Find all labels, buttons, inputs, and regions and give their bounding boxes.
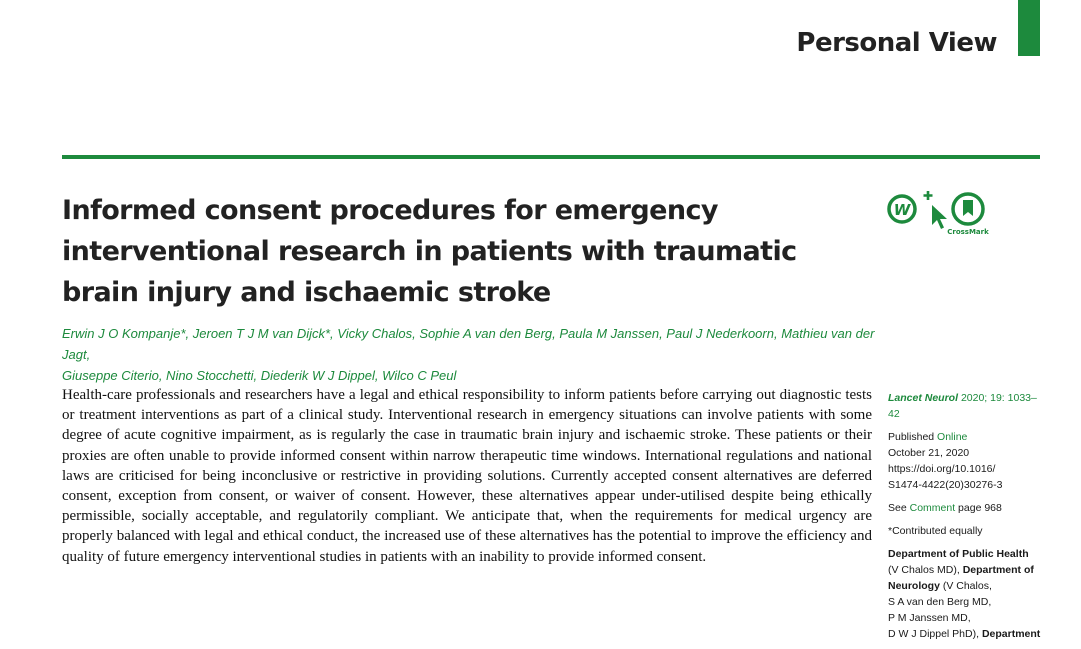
citation bbox=[888, 390, 1048, 422]
publication-info bbox=[888, 429, 1048, 493]
abstract: Health-care professionals and researchers have a legal and ethical responsibility to inform patients before carrying out diagnostic tests or treatment interventions as part of a clinical study. Interventional research in emergency situations can involve patients with some degree of acute cognitive impairment, as is regularly the case in traumatic brain injury and ischaemic stroke. These patients or their proxies are often unable to provide informed consent within narrow therapeutic time windows. International regulations and national laws are criticised for being inconclusive or restrictive in providing solutions. Currently accepted consent alternatives are deferred consent, exception from consent, or waiver of consent. However, these alternatives appear under-utilised despite being ethically permissible, socially acceptable, and regulatorily compliant. We anticipate that, when the requirements for medical urgency are properly balanced with legal and ethical conduct, the increased use of these alternatives has the potential to improve the efficiency and quality of future emergency interventional studies in patients with an inability to provide informed consent. bbox=[62, 387, 872, 565]
see-suffix: page 968 bbox=[958, 502, 1002, 514]
header-rule bbox=[62, 155, 1040, 159]
cursor-plus-icon[interactable] bbox=[924, 191, 948, 229]
doi-line-1[interactable]: https://doi.org/10.1016/ bbox=[888, 463, 996, 475]
author-list bbox=[62, 323, 882, 386]
published-online-link[interactable]: Online bbox=[937, 431, 968, 443]
contributed-note: *Contributed equally bbox=[888, 525, 983, 537]
doi-line-2[interactable]: S1474-4422(20)30276-3 bbox=[888, 479, 1003, 491]
article-icons bbox=[886, 188, 996, 238]
aff-line-4: S A van den Berg MD, bbox=[888, 596, 992, 608]
section-label: Personal View bbox=[796, 28, 997, 58]
authors-line-2: Giuseppe Citerio, Nino Stocchetti, Diederik W J Dippel, Wilco C Peul bbox=[62, 368, 457, 383]
published-prefix: Published bbox=[888, 431, 935, 443]
aff-line-5: P M Janssen MD, bbox=[888, 612, 971, 624]
article-sidebar bbox=[888, 390, 1048, 649]
comment-link[interactable]: Comment bbox=[909, 502, 956, 514]
see-comment bbox=[888, 500, 1048, 516]
crossmark-icon[interactable] bbox=[947, 194, 989, 236]
journal-name: Lancet Neurol bbox=[888, 392, 959, 404]
svg-text:W: W bbox=[893, 201, 911, 219]
published-date: October 21, 2020 bbox=[888, 447, 970, 459]
see-prefix: See bbox=[888, 502, 907, 514]
citation-detail: 2020; 19: 1033–42 bbox=[888, 392, 1037, 420]
aff-line-3b: (V Chalos, bbox=[942, 580, 992, 592]
article-title: Informed consent procedures for emergency interventional research in patients with traumatic brain injury and ischaemic stroke bbox=[62, 195, 797, 308]
aff-line-6a: D W J Dippel PhD), bbox=[888, 628, 980, 640]
authors-line-1: Erwin J O Kompanje*, Jeroen T J M van Dijck*, Vicky Chalos, Sophie A van den Berg, Paula M Janssen, Paul J Nederkoorn, Mathieu van der Jagt, bbox=[62, 326, 875, 362]
section-color-tab bbox=[1018, 0, 1040, 56]
aff-line-3a: Neurology bbox=[888, 580, 940, 592]
aff-line-2a: (V Chalos MD), bbox=[888, 564, 960, 576]
aff-line-6b: Department bbox=[981, 628, 1041, 640]
affiliations bbox=[888, 546, 1048, 642]
aff-line-1: Department of Public Health bbox=[888, 548, 1029, 560]
crossmark-label: CrossMark bbox=[947, 228, 989, 236]
aff-line-2b: Department of bbox=[962, 564, 1034, 576]
web-extra-icon[interactable] bbox=[889, 196, 915, 222]
